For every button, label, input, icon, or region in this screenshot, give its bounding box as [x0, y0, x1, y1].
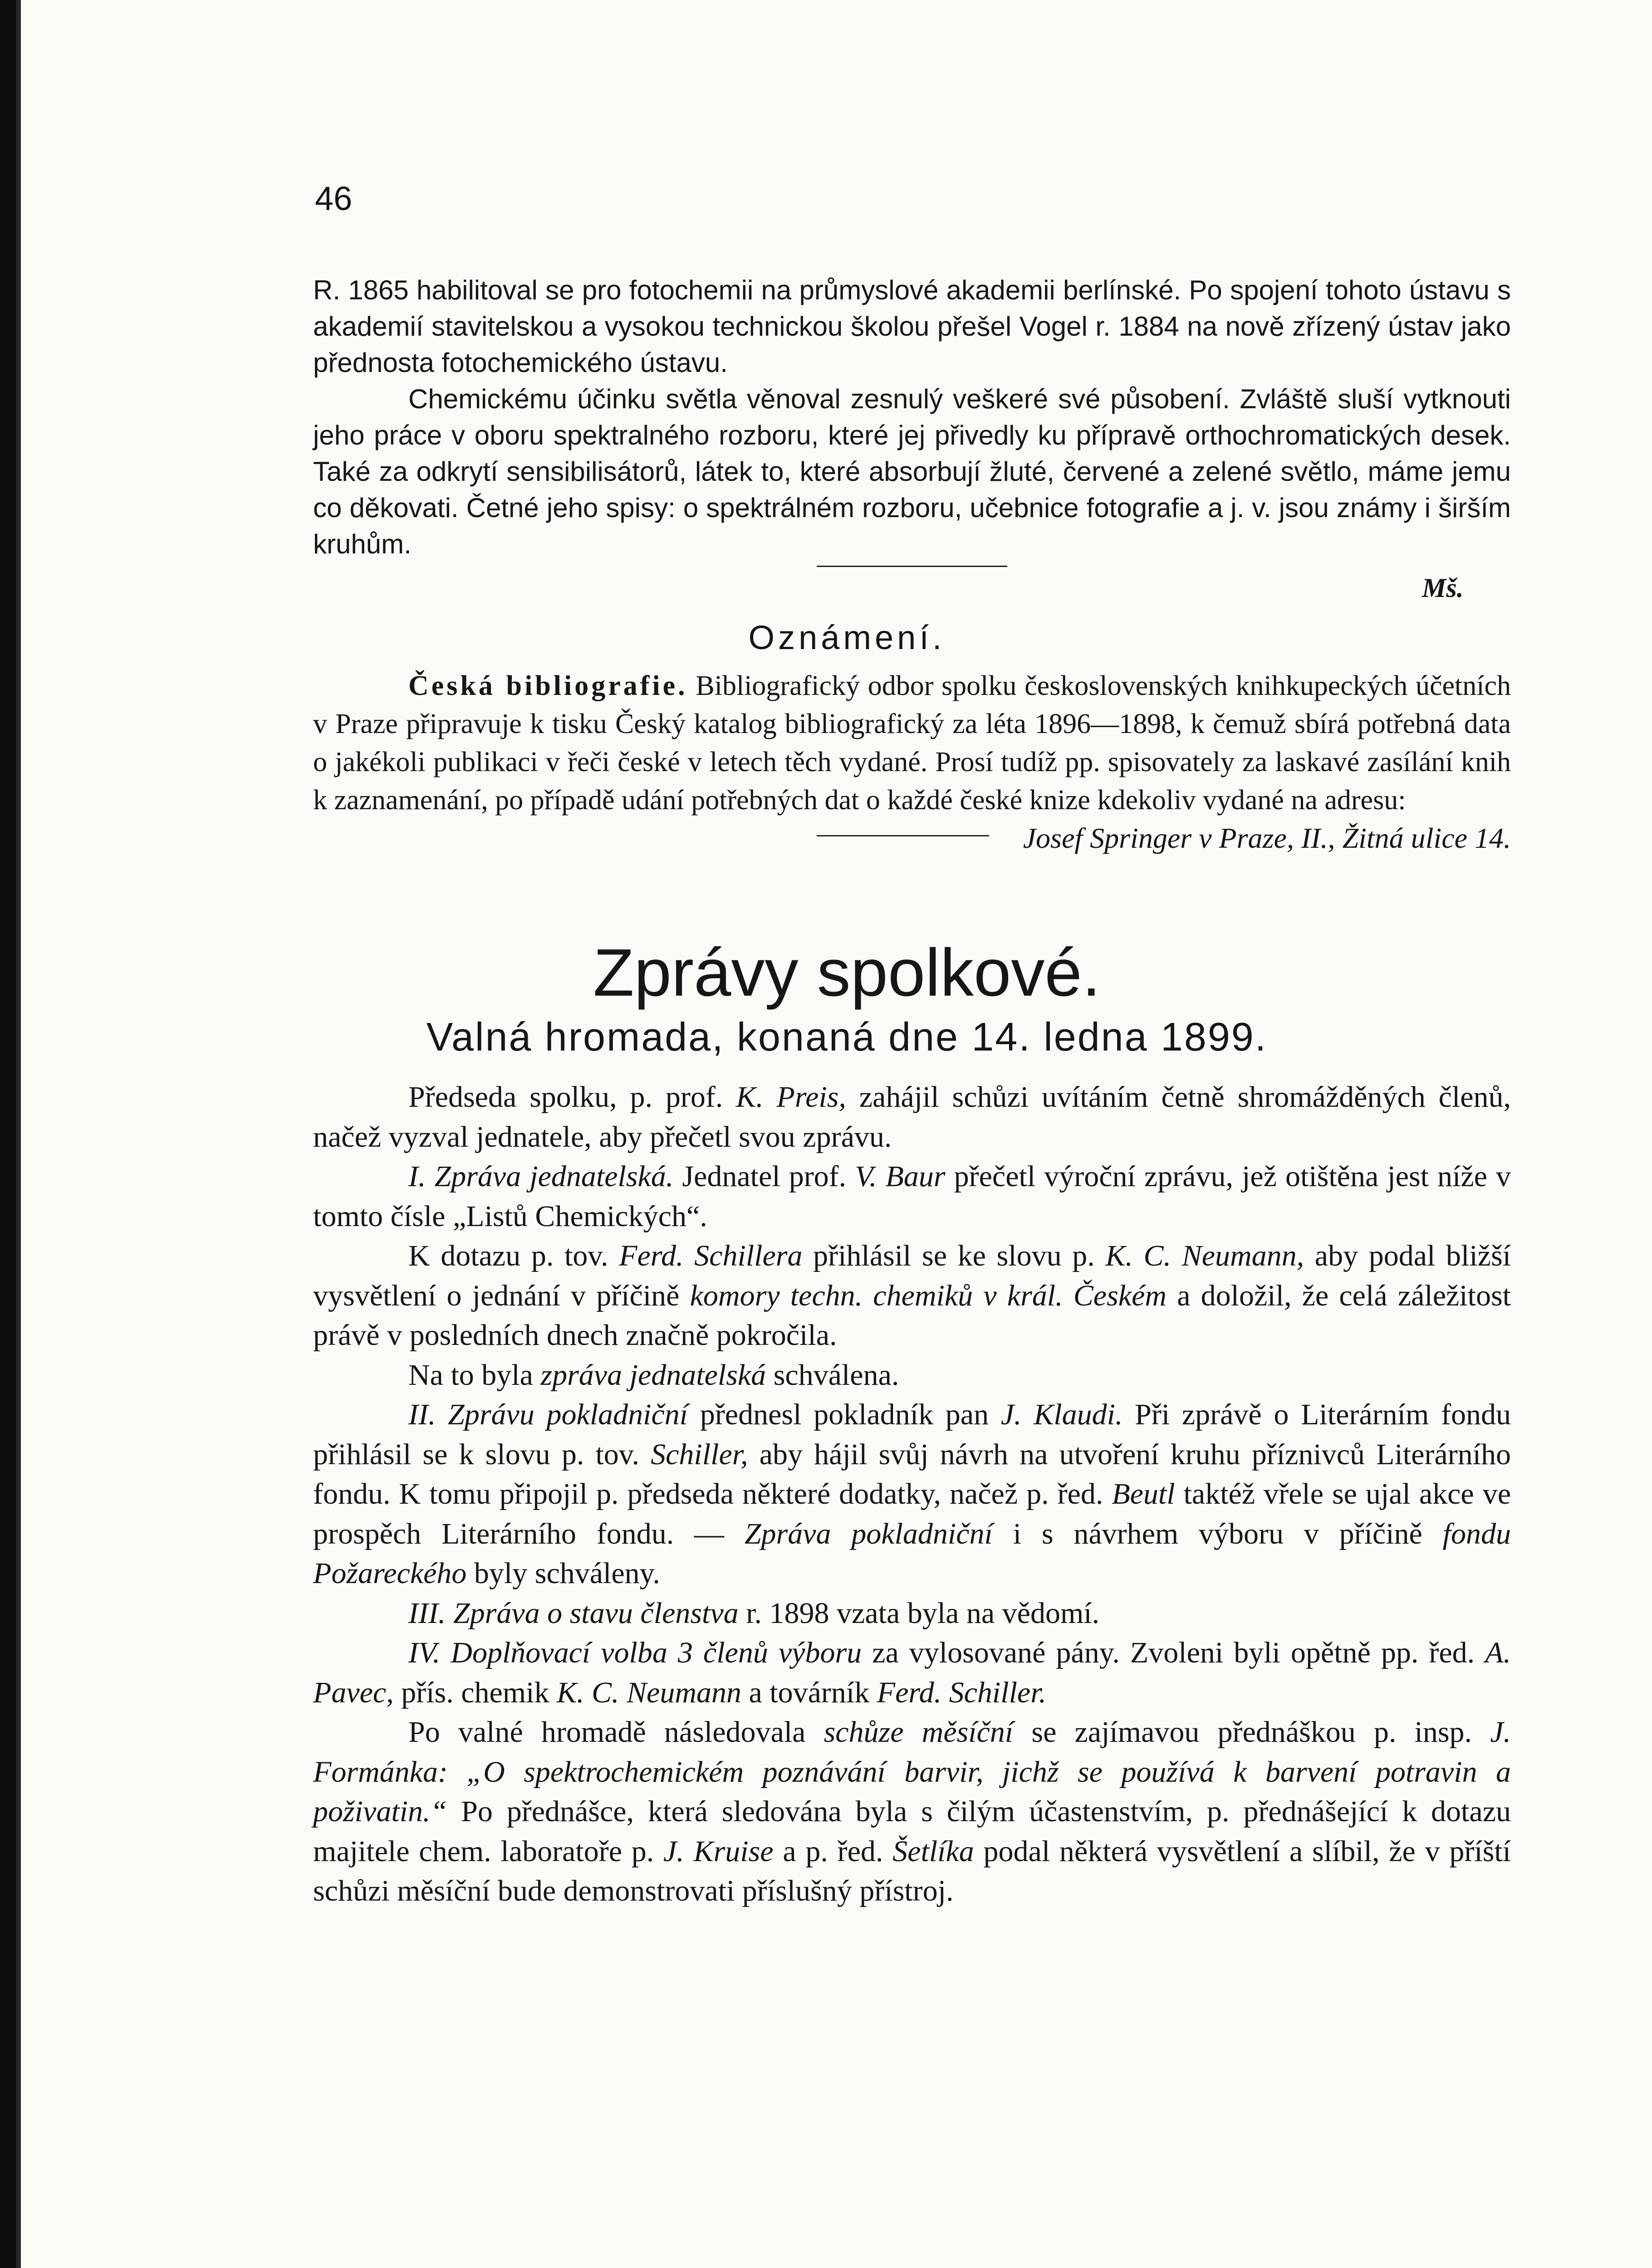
news-paragraph-8 [313, 1712, 1511, 1911]
address-rule [817, 835, 989, 836]
text: Po přednášce, která sledována byla s čilým účastenstvím, p. přednášející k dotazu majitele chem. laboratoře p. [313, 1795, 1511, 1868]
emphasis: fondu Požareckého [313, 1517, 1511, 1590]
emphasis: zpráva jednatelská [540, 1358, 766, 1392]
text: přednesl pokladník pan [688, 1398, 1001, 1431]
announcement-lead: Česká bibliografie. [408, 670, 688, 701]
person-name: K. C. Neumann, [1105, 1239, 1304, 1272]
text: r. 1898 vzata byla na vědomí. [738, 1596, 1100, 1630]
news-paragraph-3 [313, 1236, 1511, 1355]
text: schválena. [766, 1358, 899, 1392]
text: přís. chemik [393, 1676, 557, 1709]
person-name: J. Klaudi. [1000, 1398, 1123, 1431]
person-name: V. Baur [855, 1160, 946, 1193]
text: zahájil schůzi uvítáním četně shromážděných členů, načež vyzval jednatele, aby přečetl svou zprávu. [313, 1080, 1511, 1154]
text: a doložil, že celá záležitost právě v posledních dnech značně pokročila. [313, 1279, 1511, 1352]
text: přečetl výroční zprávu, jež otištěna jest níže v tomto čísle „Listů Chemických“. [313, 1160, 1511, 1233]
text: aby podal bližší vysvětlení o jednání v příčině [313, 1239, 1511, 1312]
news-section [313, 1077, 1511, 1911]
author-signature: Mš. [1422, 573, 1464, 603]
text: taktéž vřele se ujal akce ve prospěch Literárního fondu. — [313, 1477, 1511, 1550]
text: Na to byla [408, 1358, 541, 1392]
separator-rule [817, 566, 1007, 567]
text: byly schváleny. [466, 1557, 660, 1590]
person-name: J. Kruise [663, 1834, 774, 1868]
emphasis: schůze měsíční [824, 1716, 1014, 1749]
lecture-title: „O spektrochemickém poznávání barvir, jichž se používá k barvení potravin a poživatin.“ [313, 1755, 1511, 1828]
person-name: Ferd. Schiller. [877, 1676, 1047, 1709]
text: přihlásil se ke slovu p. [802, 1239, 1106, 1272]
text: se zajímavou přednáškou p. insp. [1013, 1716, 1490, 1749]
news-paragraph-4 [313, 1355, 1511, 1395]
announcement-address: Josef Springer v Praze, II., Žitná ulice 14. [1023, 822, 1511, 854]
text: a továrník [741, 1676, 877, 1709]
announcement-section [313, 667, 1511, 857]
biography-paragraph-2: Chemickému účinku světla věnoval zesnulý veškeré své působení. Zvláště sluší vytknouti jeho práce v oboru spektralného rozboru, které jej přivedly ku přípravě orthochromatických desek. Také za odkrytí sensibilisátorů, látek to, které absorbují žluté, červené a zelené světlo, máme jemu co děkovati. Četné jeho spisy: o spektrálném rozboru, učebnice fotografie a j. v. jsou známy i širším kruhům. [313, 384, 1511, 559]
news-heading: Zprávy spolkové. [593, 935, 1101, 1010]
person-name: A. Pavec, [313, 1636, 1511, 1709]
item-title: I. Zpráva jednatelská. [408, 1160, 674, 1193]
person-name: Ferd. Schillera [619, 1239, 803, 1272]
emphasis: Zpráva pokladniční [744, 1517, 993, 1550]
news-subheading: Valná hromada, konaná dne 14. ledna 1899. [426, 1014, 1268, 1059]
address-line [313, 819, 1511, 857]
biography-section [313, 272, 1511, 562]
item-title: III. Zpráva o stavu členstva [408, 1596, 739, 1630]
news-paragraph-1 [313, 1077, 1511, 1157]
announcement-text: Bibliografický odbor spolku československých knihkupeckých účetních v Praze připravuje k tisku Český katalog bibliografický za léta 1896—1898, k čemuž sbírá potřebná data o jakékoli publikaci v řeči české v letech těch vydané. Prosí tudíž pp. spisovately za laskavé zasílání knih k zaznamenání, po případě udání potřebných dat o každé české knize kdekoliv vydané na adresu: [313, 670, 1511, 816]
news-paragraph-2 [313, 1157, 1511, 1236]
person-name: Šetlíka [892, 1834, 974, 1868]
item-title: II. Zprávu pokladniční [408, 1398, 688, 1431]
person-name: Schiller, [651, 1437, 748, 1471]
text: a p. řed. [773, 1834, 893, 1868]
item-title: IV. Doplňovací volba 3 členů výboru [408, 1636, 862, 1669]
person-name: Beutl [1112, 1477, 1175, 1510]
news-paragraph-5 [313, 1395, 1511, 1593]
text: za vylosované pány. Zvoleni byli opětně pp. řed. [862, 1636, 1485, 1669]
biography-paragraph-1: R. 1865 habilitoval se pro fotochemii na průmyslové akademii berlínské. Po spojení tohoto ústavu s akademií stavitelskou a vysokou technickou školou přešel Vogel r. 1884 na nově zřízený ústav jako přednosta fotochemického ústavu. [313, 275, 1511, 378]
text: Po valné hromadě následovala [408, 1716, 824, 1749]
text: Jednatel prof. [673, 1160, 855, 1193]
text: podal některá vysvětlení a slíbil, že v příští schůzi měsíční bude demonstrovati příslušný přístroj. [313, 1834, 1511, 1907]
text: Při zprávě o Literárním fondu přihlásil se k slovu p. tov. [313, 1398, 1511, 1471]
text: aby hájil svůj návrh na utvoření kruhu příznivců Literárního fondu. K tomu připojil p. předseda některé dodatky, načež p. řed. [313, 1437, 1511, 1510]
announcement-paragraph [313, 667, 1511, 819]
text: i s návrhem výboru v příčině [992, 1517, 1443, 1550]
person-name: K. Preis, [736, 1080, 846, 1114]
document-page [16, 0, 1652, 2268]
text: K dotazu p. tov. [408, 1239, 619, 1272]
person-name: J. Formánka: [313, 1716, 1511, 1789]
institution-name: komory techn. chemiků v král. Českém [690, 1279, 1167, 1312]
news-paragraph-6 [313, 1593, 1511, 1633]
news-paragraph-7 [313, 1633, 1511, 1712]
text: Předseda spolku, p. prof. [408, 1080, 736, 1114]
page-number: 46 [315, 180, 353, 217]
announcement-heading: Oznámení. [748, 619, 946, 656]
person-name: K. C. Neumann [556, 1676, 741, 1709]
